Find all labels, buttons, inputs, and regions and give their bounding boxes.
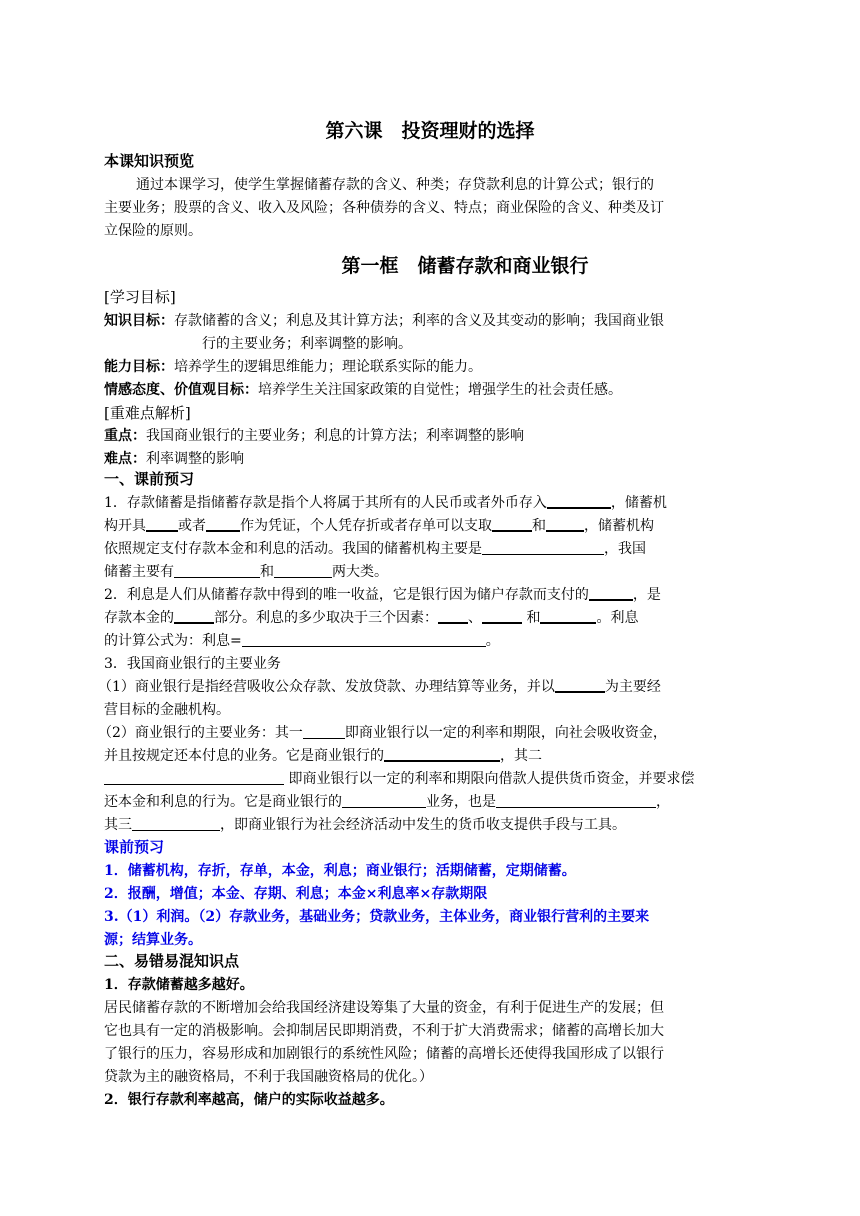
answer-blank[interactable] [492,529,532,532]
key-heading: [重难点解析] [104,404,191,422]
answer-blank[interactable] [547,506,611,509]
knowledge-goal [104,310,749,332]
question-3-2-cont: 并且按规定还本付息的业务。它是商业银行的 ，其二 [104,748,542,764]
answers-heading: 课前预习 [104,838,165,856]
question-1: 1．存款储蓄是指储蓄存款是指个人将属于其所有的人民币或者外币存入 ，储蓄机 [104,495,667,511]
ability-goal-text: 培养学生的逻辑思维能力；理论联系实际的能力。 [174,359,482,375]
overview-line: 通过本课学习，使学生掌握储蓄存款的含义、种类；存贷款利息的计算公式；银行的 [136,177,654,193]
mistake-explanation: 它也具有一定的消极影响。会抑制居民即期消费，不利于扩大消费需求；储蓄的高增长加大 [104,1023,664,1039]
answer-line: 2．报酬，增值；本金、存期、利息；本金×利息率×存款期限 [104,886,488,902]
question-2-cont: 的计算公式为：利息= 。 [104,633,500,649]
answer-blank[interactable] [303,737,345,739]
answer-blank[interactable] [438,621,468,624]
answer-blank[interactable] [132,829,220,831]
overview-heading: 本课知识预览 [104,152,195,170]
question-1-cont: 构开具 或者 作为凭证，个人凭存折或者存单可以支取 和 ，储蓄机构 [104,518,654,534]
question-3: 3．我国商业银行的主要业务 [104,656,281,672]
difficult-point-label: 难点： [104,451,146,467]
question-2-cont: 存款本金的 部分。利息的多少取决于三个因素： 、 和 。利息 [104,610,639,626]
mistakes-heading: 二、易错易混知识点 [104,952,240,970]
answer-blank[interactable] [174,621,214,624]
answer-blank[interactable] [104,783,284,785]
answer-blank[interactable] [384,759,500,762]
key-point [104,425,749,447]
difficult-point [104,448,749,470]
ability-goal-label: 能力目标： [104,359,174,375]
question-1-cont: 储蓄主要有 和 两大类。 [104,564,388,580]
question-3-1: （1）商业银行是指经营吸收公众存款、发放贷款、办理结算等业务，并以 为主要经 [98,679,661,695]
answer-blank[interactable] [540,621,596,624]
answer-blank[interactable] [546,529,584,532]
answer-blank[interactable] [206,529,240,532]
mistake-point-1: 1．存款储蓄越多越好。 [104,977,254,993]
answer-blank[interactable] [274,576,332,578]
difficult-point-text: 利率调整的影响 [146,451,244,467]
emotion-goal-label: 情感态度、价值观目标： [104,382,258,398]
overview-line: 主要业务；股票的含义、收入及风险；各种债券的含义、特点；商业保险的含义、种类及订 [104,200,664,216]
knowledge-goal-text: 存款储蓄的含义；利息及其计算方法；利率的含义及其变动的影响；我国商业银 [174,313,664,329]
mistake-point-2: 2．银行存款利率越高，储户的实际收益越多。 [104,1092,394,1108]
knowledge-goal-cont: 行的主要业务；利率调整的影响。 [202,336,412,352]
question-3-2-cont: 即商业银行以一定的利率和期限向借款人提供货币资金，并要求偿 [104,768,749,790]
section-title: 第一框 储蓄存款和商业银行 [341,255,589,277]
key-point-label: 重点： [104,428,146,444]
question-3-1-cont: 营目标的金融机构。 [104,702,230,718]
lesson-title: 第六课 投资理财的选择 [325,120,535,142]
answer-line: 源；结算业务。 [104,932,202,948]
mistake-explanation: 贷款为主的融资格局，不利于我国融资格局的优化。） [104,1069,433,1085]
overview-line: 立保险的原则。 [104,223,202,239]
answer-blank[interactable] [174,576,260,578]
question-1-cont: 依照规定支付存款本金和利息的活动。我国的储蓄机构主要是 ，我国 [104,541,646,557]
answer-line: 3.（1）利润。（2）存款业务，基础业务；贷款业务，主体业务，商业银行营利的主要来 [104,909,650,925]
question-3-2-cont: 还本金和利息的行为。它是商业银行的 业务，也是 ， [104,794,670,810]
answer-blank[interactable] [146,529,178,532]
key-point-text: 我国商业银行的主要业务；利息的计算方法；利率调整的影响 [146,428,524,444]
answer-blank[interactable] [555,690,605,693]
knowledge-goal-label: 知识目标： [104,313,174,329]
answer-blank[interactable] [496,806,656,808]
question-3-2-cont: 其三 ，即商业银行为社会经济活动中发生的货币收支提供手段与工具。 [104,817,626,833]
emotion-goal-text: 培养学生关注国家政策的自觉性；增强学生的社会责任感。 [258,382,622,398]
answer-blank[interactable] [342,806,426,808]
preview-heading: 一、课前预习 [104,470,195,488]
goals-heading: [学习目标] [104,288,176,306]
answer-blank[interactable] [242,645,486,647]
answer-line: 1．储蓄机构，存折，存单，本金，利息；商业银行；活期储蓄，定期储蓄。 [104,863,576,879]
mistake-explanation: 居民储蓄存款的不断增加会给我国经济建设筹集了大量的资金，有利于促进生产的发展；但 [104,1000,664,1016]
answer-blank[interactable] [589,598,633,601]
question-3-2: （2）商业银行的主要业务：其一 即商业银行以一定的利率和期限，向社会吸收资金， [98,725,667,741]
ability-goal [104,356,749,378]
answer-blank[interactable] [482,621,522,624]
emotion-goal [104,379,749,401]
question-2: 2．利息是人们从储蓄存款中得到的唯一收益，它是银行因为储户存款而支付的 ，是 [104,587,661,603]
answer-blank[interactable] [482,553,604,555]
mistake-explanation: 了银行的压力，容易形成和加剧银行的系统性风险；储蓄的高增长还使得我国形成了以银行 [104,1046,664,1062]
